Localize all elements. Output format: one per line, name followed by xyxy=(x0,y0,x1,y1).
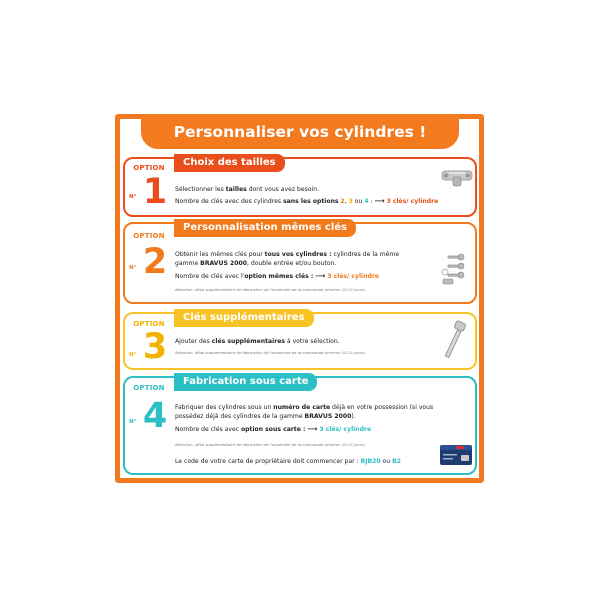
result-value: 3 clés/ cylindre xyxy=(319,426,372,433)
option-no-label: N° xyxy=(129,194,137,200)
option-word: OPTION xyxy=(133,384,165,392)
key-image xyxy=(443,320,469,362)
option-text-line: Obtenir les mêmes clés pour tous vos cylindres : cylindres de la même xyxy=(175,251,400,258)
option-note: Attention, délai supplémentaire de fabrication de l'ensemble de la commande (environ 10-15 jours). xyxy=(175,350,367,355)
arrow-icon: ⟶ xyxy=(307,425,318,433)
option-no-label: N° xyxy=(129,419,137,425)
option-word: OPTION xyxy=(133,232,165,240)
option-text-line: gamme BRAVUS 2000, double entrée et/ou bouton. xyxy=(175,259,337,267)
option-card-1 xyxy=(123,157,477,217)
result-value: 3 clés/ cylindre xyxy=(327,273,379,280)
option-text-line: Le code de votre carte de propriétaire doit commencer par : BJB20 ou B2 xyxy=(175,458,401,465)
result-value: 3 clés/ cylindre xyxy=(386,198,439,205)
option-text-line: possédez déjà des cylindres de la gamme BRAVUS 2000). xyxy=(175,412,356,420)
option-card-2 xyxy=(123,222,477,304)
option-note: Attention, délai supplémentaire de fabrication de l'ensemble de la commande (environ 10-15 jours). xyxy=(175,287,367,292)
option-no-label: N° xyxy=(129,265,137,271)
option-text-line: Fabriquer des cylindres sous un numéro de carte déjà en votre possession (si vous xyxy=(175,404,434,411)
option-number: 4 xyxy=(142,396,168,436)
option-no-label: N° xyxy=(129,352,137,358)
option-card-4 xyxy=(123,376,477,475)
page-title: Personnaliser vos cylindres ! xyxy=(141,115,459,149)
keys-image xyxy=(439,252,471,286)
option-card-3 xyxy=(123,312,477,370)
option-text-line: Nombre de clés avec option sous carte : ⟶ 3 clés/ cylindre xyxy=(175,425,372,433)
option-text-line: Ajouter des clés supplémentaires à votre sélection. xyxy=(175,338,340,345)
option-word: OPTION xyxy=(133,164,165,172)
cylinder-lock-image xyxy=(441,167,475,189)
owner-card-image xyxy=(439,444,473,466)
option-heading: Clés supplémentaires xyxy=(174,309,314,327)
option-heading: Personnalisation mêmes clés xyxy=(174,219,356,237)
option-number: 1 xyxy=(142,172,168,212)
option-note: Attention, délai supplémentaire de fabrication de l'ensemble de la commande (environ 10-15 jours). xyxy=(175,442,367,447)
option-text-line: Nombre de clés avec l'option mêmes clés : ⟶ 3 clés/ cylindre xyxy=(175,272,379,280)
option-number: 3 xyxy=(142,327,168,367)
option-text-line: Nombre de clés avec des cylindres sans les options 2, 3 ou 4 : ⟶ 3 clés/ cylindre xyxy=(175,197,439,205)
arrow-icon: ⟶ xyxy=(374,197,385,205)
option-word: OPTION xyxy=(133,320,165,328)
arrow-icon: ⟶ xyxy=(315,272,326,280)
option-heading: Choix des tailles xyxy=(174,154,285,172)
option-number: 2 xyxy=(142,242,168,282)
option-heading: Fabrication sous carte xyxy=(174,373,317,391)
option-text-line: Sélectionner les tailles dont vous avez besoin. xyxy=(175,186,320,193)
